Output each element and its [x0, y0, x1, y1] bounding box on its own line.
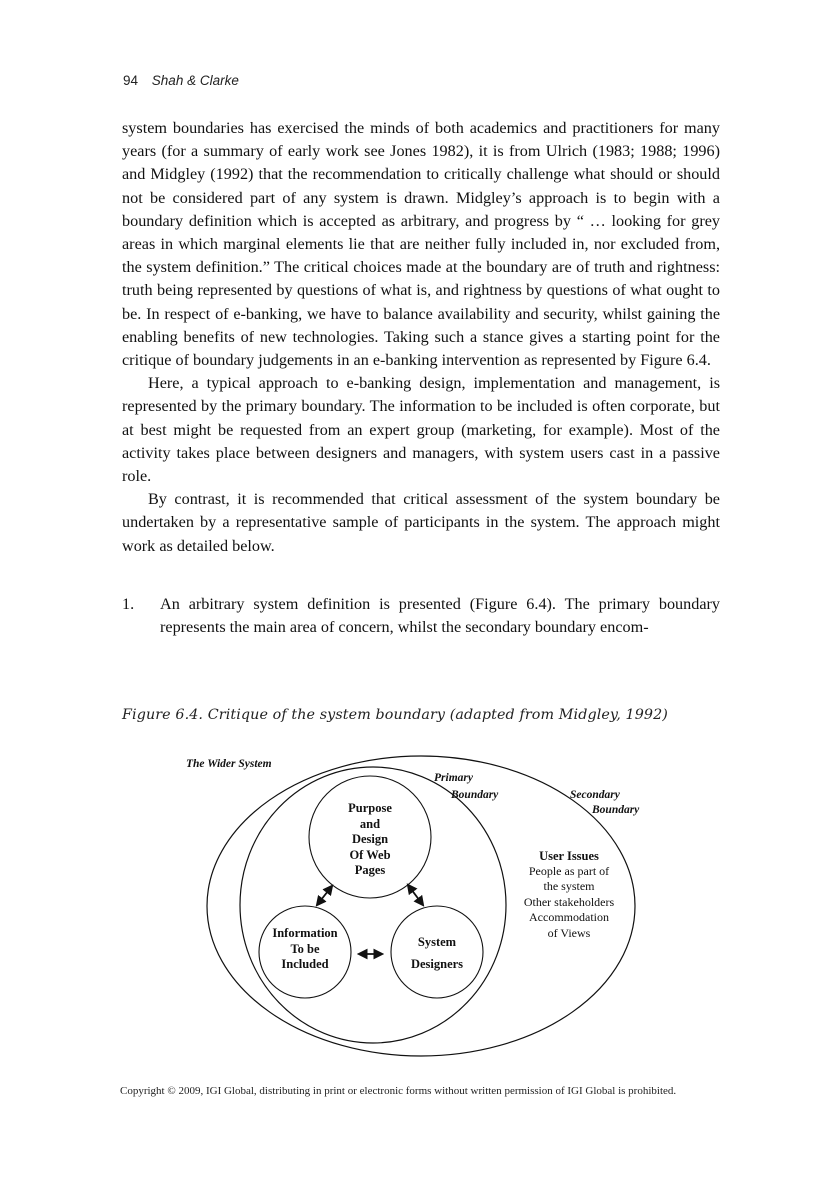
- user-issues-line: the system: [543, 879, 595, 893]
- purpose-node-circle: [309, 776, 431, 898]
- information-node-line: Included: [281, 957, 329, 971]
- primary-boundary-ellipse: [240, 767, 506, 1043]
- user-issues-line: Other stakeholders: [523, 895, 615, 909]
- secondary-boundary-label-line1: Secondary: [570, 789, 620, 801]
- figure-caption: Figure 6.4. Critique of the system boundary (adapted from Midgley, 1992): [122, 707, 668, 723]
- wider-system-label: The Wider System: [186, 758, 272, 770]
- running-head-authors: Shah & Clarke: [151, 73, 239, 88]
- designers-node-line: System: [417, 935, 457, 949]
- page-number: 94: [123, 73, 139, 88]
- double-arrow-purpose-information: [317, 886, 332, 905]
- user-issues-line: of Views: [547, 926, 591, 940]
- information-node-line: Information: [272, 926, 338, 940]
- information-node-line: To be: [290, 942, 320, 956]
- information-node-circle: [259, 906, 351, 998]
- primary-boundary-label-line2: Boundary: [451, 789, 499, 801]
- paragraph: Here, a typical approach to e-banking design, implementation and management, is represented by the primary boundary. The information to be included is often corporate, but at best might be requested from an expert group (marketing, for example). Most of the activity takes place between designers and managers, with system users cast in a passive role.: [122, 374, 720, 486]
- double-arrow-purpose-designers: [408, 885, 423, 905]
- body-text: [122, 117, 720, 558]
- user-issues-line: Accommodation: [529, 910, 609, 924]
- numbered-list-item: [122, 593, 720, 639]
- purpose-node-line: and: [359, 817, 381, 831]
- running-head: [123, 73, 239, 88]
- designers-node-line: Designers: [410, 957, 464, 971]
- user-issues-title: User Issues: [539, 849, 599, 863]
- secondary-boundary-ellipse: [207, 756, 635, 1056]
- list-item-text: An arbitrary system definition is presented (Figure 6.4). The primary boundary represents the main area of concern, whilst the secondary boundary encom-: [160, 595, 720, 637]
- primary-boundary-label-line1: Primary: [434, 772, 473, 784]
- user-issues-line: People as part of: [528, 864, 610, 878]
- paragraph: system boundaries has exercised the minds of both academics and practitioners for many years (for a summary of early work see Jones 1982), it is from Ulrich (1983; 1988; 1996) and Midgley (1992) that the recommendation to critically challenge what should or should not be considered part of any system is drawn. Midgley’s approach is to begin with a boundary definition which is accepted as arbitrary, and progress by “ … looking for grey areas in which marginal elements lie that are neither fully included in, nor excluded from, the system definition.” The critical choices made at the boundary are of truth and rightness: truth being represented by questions of what is, and rightness by questions of what ought to be. In respect of e-banking, we have to balance availability and security, whilst gaining the enabling benefits of new technologies. Taking such a stance gives a starting point for the critique of boundary judgements in an e-banking intervention as represented by Figure 6.4.: [122, 119, 720, 370]
- secondary-boundary-label-line2: Boundary: [592, 804, 640, 816]
- paragraph: By contrast, it is recommended that critical assessment of the system boundary be undertaken by a representative sample of participants in the system. The approach might work as detailed below.: [122, 490, 720, 555]
- designers-node-circle: [391, 906, 483, 998]
- purpose-node-line: Purpose: [348, 801, 392, 815]
- copyright-footer: Copyright © 2009, IGI Global, distributing in print or electronic forms without written permission of IGI Global is prohibited.: [120, 1085, 677, 1097]
- purpose-node-line: Of Web: [349, 848, 391, 862]
- purpose-node-line: Design: [351, 832, 389, 846]
- purpose-node-line: Pages: [354, 863, 386, 877]
- list-item-number: 1.: [122, 595, 135, 613]
